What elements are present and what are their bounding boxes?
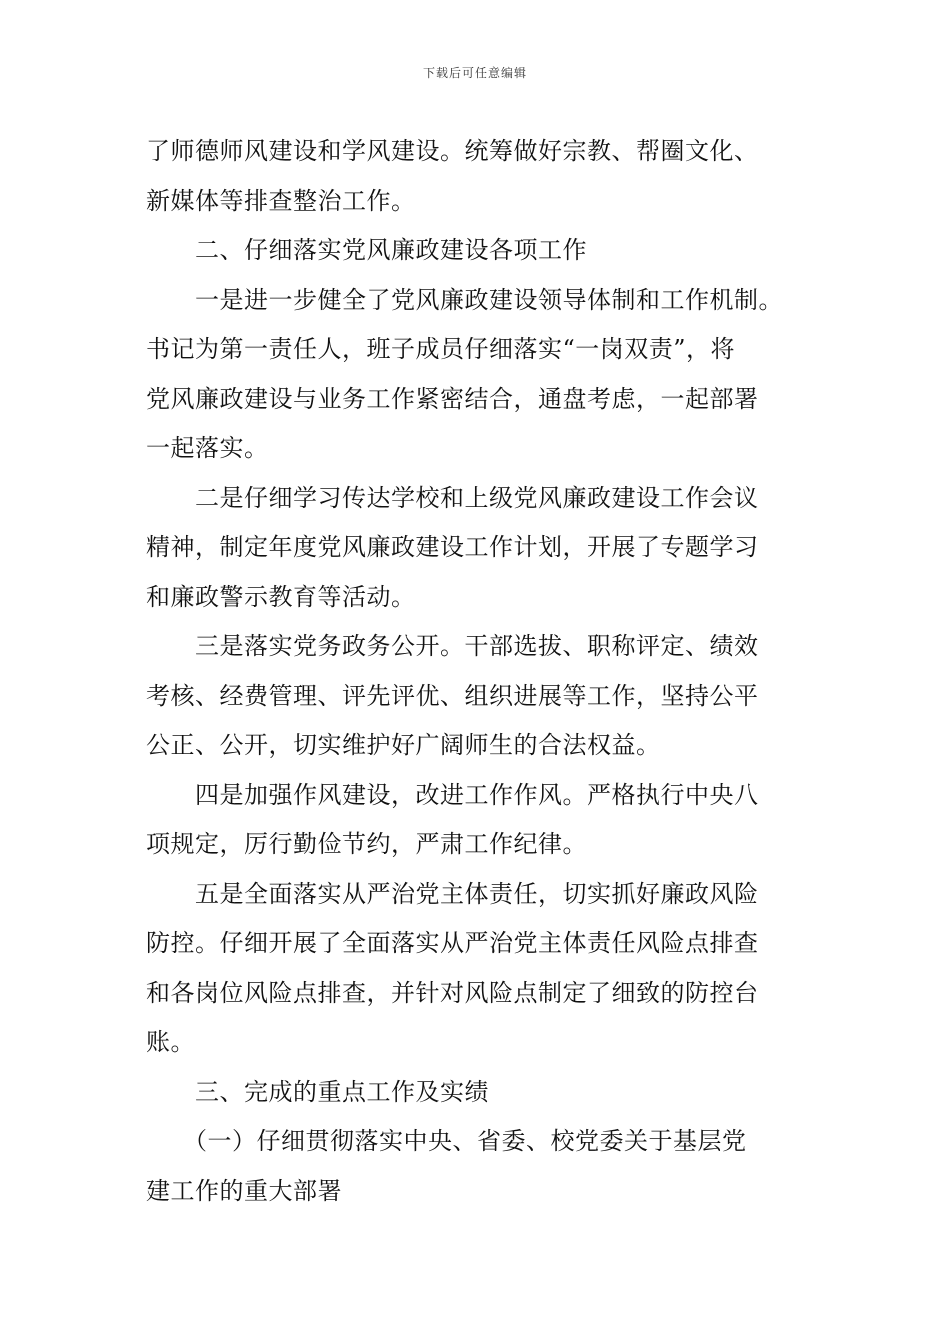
paragraph: [146, 771, 826, 870]
text-line: 书记为第一责任人，班子成员仔细落实“一岗双责”，将: [146, 335, 736, 363]
text-line: 考核、经费管理、评先评优、组织进展等工作，坚持公平: [146, 681, 759, 710]
text-line: 一是进一步健全了党风廉政建设领导体制和工作机制。: [146, 285, 783, 314]
section-heading: [146, 226, 826, 276]
document-body: [146, 127, 826, 1216]
text-line: 精神，制定年度党风廉政建设工作计划，开展了专题学习: [146, 533, 759, 561]
text-line: 五是全面落实从严治党主体责任，切实抓好廉政风险: [146, 879, 759, 908]
text-line: 建工作的重大部署: [146, 1176, 342, 1205]
text-line: 一起落实。: [146, 434, 269, 462]
text-line: 防控。仔细开展了全面落实从严治党主体责任风险点排查: [146, 929, 759, 957]
paragraph: [146, 622, 826, 771]
text-line: 二是仔细学习传达学校和上级党风廉政建设工作会议: [146, 483, 759, 512]
text-line: 三、完成的重点工作及实绩: [146, 1077, 489, 1106]
text-line: 和各岗位风险点排查，并针对风险点制定了细致的防控台: [146, 978, 759, 1007]
page-header: 下载后可任意编辑: [422, 66, 527, 80]
text-line: 三是落实党务政务公开。干部选拔、职称评定、绩效: [146, 632, 759, 660]
text-line: 了师德师风建设和学风建设。统筹做好宗教、帮圈文化、: [146, 137, 759, 165]
text-line: 四是加强作风建设，改进工作作风。严格执行中央八: [146, 780, 759, 809]
section-heading: [146, 1068, 826, 1118]
paragraph: [146, 127, 826, 226]
text-line: 和廉政警示教育等活动。: [146, 582, 416, 611]
paragraph: [146, 474, 826, 623]
text-line: 新媒体等排查整治工作。: [146, 186, 416, 215]
text-line: 项规定，厉行勤俭节约，严肃工作纪律。: [146, 830, 587, 858]
text-line: 党风廉政建设与业务工作紧密结合，通盘考虑，一起部署: [146, 384, 759, 413]
subsection-heading: [146, 1117, 826, 1216]
text-line: 公正、公开，切实维护好广阔师生的合法权益。: [146, 731, 661, 759]
text-line: 二、仔细落实党风廉政建设各项工作: [146, 236, 587, 264]
text-line: （一）仔细贯彻落实中央、省委、校党委关于基层党: [146, 1127, 747, 1155]
paragraph: [146, 870, 826, 1068]
paragraph: [146, 276, 826, 474]
text-line: 账。: [146, 1028, 195, 1056]
